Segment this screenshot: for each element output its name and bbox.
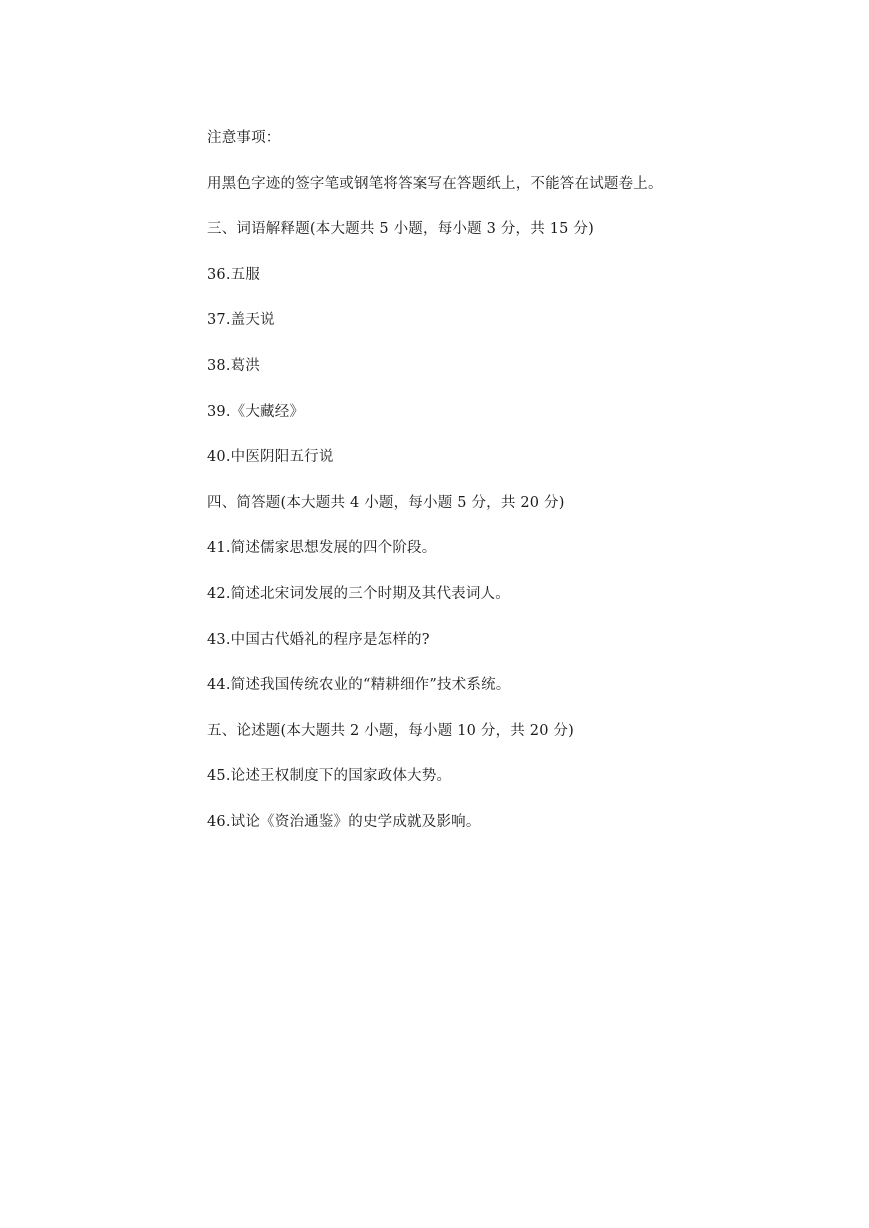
question-38: 38.葛洪 bbox=[207, 357, 261, 374]
section-heading-5: 五、论述题(本大题共 2 小题，每小题 10 分，共 20 分) bbox=[207, 722, 574, 739]
question-46: 46.试论《资治通鉴》的史学成就及影响。 bbox=[207, 813, 481, 830]
question-44: 44.简述我国传统农业的“精耕细作”技术系统。 bbox=[207, 677, 511, 694]
question-42: 42.简述北宋词发展的三个时期及其代表词人。 bbox=[207, 585, 510, 602]
exam-content bbox=[207, 128, 767, 858]
question-37: 37.盖天说 bbox=[207, 312, 275, 329]
question-40: 40.中医阴阳五行说 bbox=[207, 449, 334, 466]
section-heading-3: 三、词语解释题(本大题共 5 小题，每小题 3 分，共 15 分) bbox=[207, 221, 594, 238]
question-39: 39.《大藏经》 bbox=[207, 403, 305, 420]
notice-title: 注意事项： bbox=[207, 130, 281, 146]
notice-instruction: 用黑色字迹的签字笔或钢笔将答案写在答题纸上，不能答在试题卷上。 bbox=[207, 175, 663, 192]
section-heading-4: 四、简答题(本大题共 4 小题，每小题 5 分，共 20 分) bbox=[207, 494, 565, 511]
question-36: 36.五服 bbox=[207, 266, 261, 283]
question-43: 43.中国古代婚礼的程序是怎样的? bbox=[207, 631, 430, 648]
question-45: 45.论述王权制度下的国家政体大势。 bbox=[207, 768, 452, 785]
question-41: 41.简述儒家思想发展的四个阶段。 bbox=[207, 540, 437, 557]
